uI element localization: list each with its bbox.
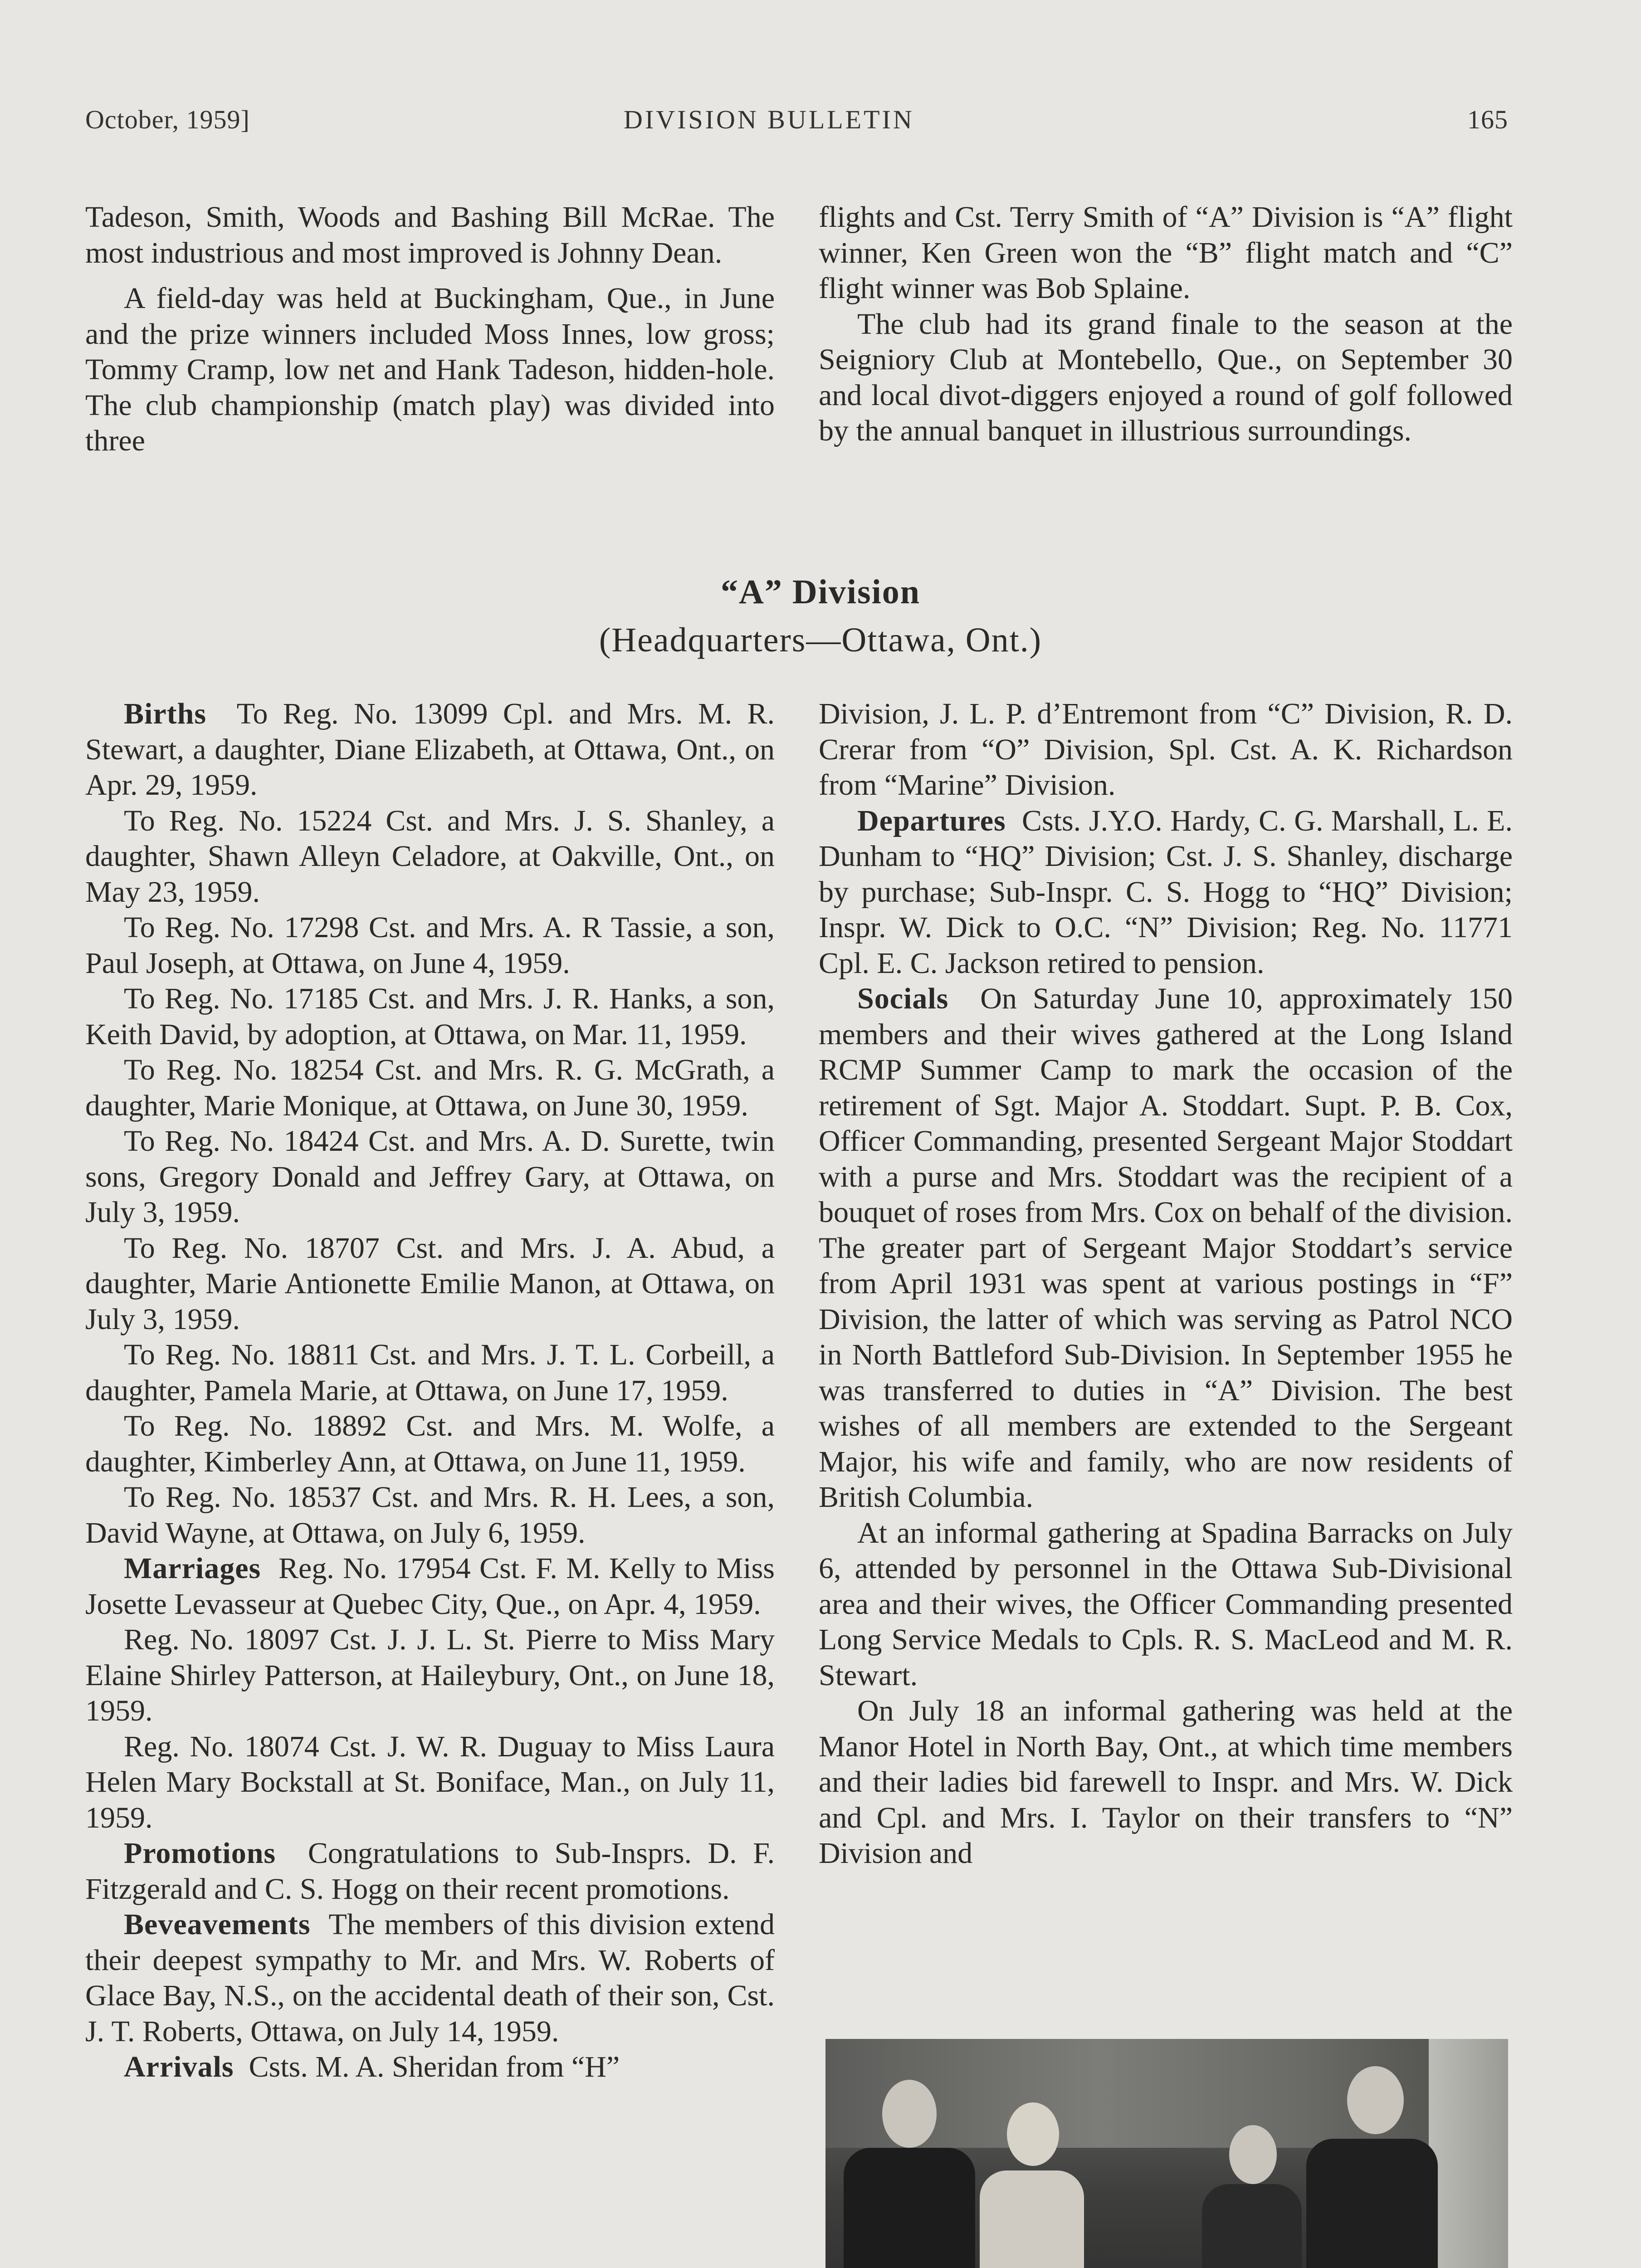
page-number: 165 <box>1467 105 1508 134</box>
arrivals-continued: Division, J. L. P. d’Entremont from “C” Division, R. D. Crerar from “O” Division, Spl. Cst. A. K. Richardson from “Marine” Division. <box>819 697 1513 802</box>
paragraph: On July 18 an informal gathering was held at the Manor Hotel in North Bay, Ont., at which time members and their ladies bid farewell to Inspr. and Mrs. W. Dick and Cpl. and Mrs. I. Taylor on their transfers to “N” Division and <box>819 1694 1513 1870</box>
birth-entry: To Reg. No. 18707 Cst. and Mrs. J. A. Abud, a daughter, Marie Antionette Emilie Manon, at Ottawa, on July 3, 1959. <box>85 1231 775 1336</box>
person-body <box>980 2170 1084 2268</box>
left-column <box>85 696 775 2085</box>
group-photo <box>825 2039 1508 2268</box>
header-date: October, 1959] <box>85 105 250 134</box>
arrivals-heading: Arrivals <box>124 2050 234 2083</box>
bereavements-heading: Beveavements <box>124 1908 311 1941</box>
paragraph: flights and Cst. Terry Smith of “A” Division is “A” flight winner, Ken Green won the “B” flight match and “C” flight winner was Bob Splaine. <box>819 200 1513 305</box>
birth-entry: To Reg. No. 17298 Cst. and Mrs. A. R Tassie, a son, Paul Joseph, at Ottawa, on June 4, 1959. <box>85 911 775 980</box>
paragraph: At an informal gathering at Spadina Barracks on July 6, attended by personnel in the Ottawa Sub-Divisional area and their wives, the Officer Commanding presented Long Service Medals to Cpls. R. S. MacLeod and M. R. Stewart. <box>819 1516 1513 1692</box>
person-head <box>882 2080 937 2148</box>
birth-entry: To Reg. No. 18892 Cst. and Mrs. M. Wolfe, a daughter, Kimberley Ann, at Ottawa, on June 11, 1959. <box>85 1409 775 1478</box>
socials-text: On Saturday June 10, approximately 150 members and their wives gathered at the Long Island RCMP Summer Camp to mark the occasion of the retirement of Sgt. Major A. Stoddart. Supt. P. B. Cox, Officer Commanding, presented Sergeant Major Stoddart with a purse and Mrs. Stoddart was the recipient of a bouquet of roses from Mrs. Cox on behalf of the division. The greater part of Sergeant Major Stoddart’s service from April 1931 was spent at various postings in “F” Division, the latter of which was serving as Patrol NCO in North Battleford Sub-Division. In September 1955 he was transferred to duties in “A” Division. The best wishes of all members are extended to the Sergeant Major, his wife and family, who are now residents of British Columbia. <box>819 982 1513 1514</box>
photo-door <box>1429 2039 1508 2268</box>
person-body <box>1306 2139 1438 2268</box>
marriage-entry: Reg. No. 17954 Cst. F. M. Kelly to Miss Josette Levasseur at Quebec City, Que., on Apr. 4, 1959. <box>85 1552 775 1621</box>
person-sgt-major <box>844 2071 975 2268</box>
section-title: “A” Division <box>721 573 920 611</box>
births-heading: Births <box>124 697 207 730</box>
birth-entry: To Reg. No. 17185 Cst. and Mrs. J. R. Hanks, a son, Keith David, by adoption, at Ottawa, on Mar. 11, 1959. <box>85 982 775 1051</box>
paragraph: The club had its grand finale to the season at the Seigniory Club at Montebello, Que., on September 30 and local divot-diggers enjoyed a round of golf followed by the annual banquet in illustrious surroundings. <box>819 307 1513 447</box>
person-mrs-stoddart <box>975 2089 1089 2268</box>
person-mrs-cox <box>1197 2125 1306 2268</box>
birth-entry: To Reg. No. 18424 Cst. and Mrs. A. D. Surette, twin sons, Gregory Donald and Jeffrey Gary, at Ottawa, on July 3, 1959. <box>85 1124 775 1229</box>
marriages-heading: Marriages <box>124 1552 261 1585</box>
marriage-entry: Reg. No. 18074 Cst. J. W. R. Duguay to Miss Laura Helen Mary Bockstall at St. Boniface, Man., on July 11, 1959. <box>85 1730 775 1834</box>
person-head <box>1229 2125 1277 2184</box>
continued-right-column <box>819 200 1513 449</box>
continued-left-column <box>85 200 775 459</box>
bereavements-text: The members of this division extend their deepest sympathy to Mr. and Mrs. W. Roberts of Glace Bay, N.S., on the accidental death of their son, Cst. J. T. Roberts, Ottawa, on July 14, 1959. <box>85 1908 775 2048</box>
birth-entry: To Reg. No. 18537 Cst. and Mrs. R. H. Lees, a son, David Wayne, at Ottawa, on July 6, 1959. <box>85 1481 775 1549</box>
right-column <box>819 696 1513 1872</box>
departures-heading: Departures <box>857 804 1006 837</box>
promotions-text: Congratulations to Sub-Insprs. D. F. Fitzgerald and C. S. Hogg on their recent promotions. <box>85 1837 775 1906</box>
birth-entry: To Reg. No. 15224 Cst. and Mrs. J. S. Shanley, a daughter, Shawn Alleyn Celadore, at Oakville, Ont., on May 23, 1959. <box>85 804 775 909</box>
paragraph: Tadeson, Smith, Woods and Bashing Bill McRae. The most industrious and most improved is Johnny Dean. <box>85 200 775 269</box>
section-subtitle: (Headquarters—Ottawa, Ont.) <box>599 621 1042 659</box>
socials-heading: Socials <box>857 982 949 1015</box>
person-body <box>1202 2184 1302 2268</box>
birth-entry: To Reg. No. 13099 Cpl. and Mrs. M. R. Stewart, a daughter, Diane Elizabeth, at Ottawa, Ont., on Apr. 29, 1959. <box>85 697 775 802</box>
birth-entry: To Reg. No. 18254 Cst. and Mrs. R. G. McGrath, a daughter, Marie Monique, at Ottawa, on June 30, 1959. <box>85 1053 775 1122</box>
person-head <box>1007 2102 1059 2166</box>
person-head <box>1347 2066 1404 2134</box>
person-body <box>844 2148 975 2268</box>
promotions-heading: Promotions <box>124 1837 276 1870</box>
arrivals-text: Csts. M. A. Sheridan from “H” <box>249 2050 620 2083</box>
birth-entry: To Reg. No. 18811 Cst. and Mrs. J. T. L. Corbeill, a daughter, Pamela Marie, at Ottawa, on June 17, 1959. <box>85 1338 775 1407</box>
person-supt-cox <box>1306 2062 1438 2268</box>
paragraph: A field-day was held at Buckingham, Que., in June and the prize winners included Moss Innes, low gross; Tommy Cramp, low net and Hank Tadeson, hidden-hole. The club championship (match play) was divided into three <box>85 282 775 457</box>
marriage-entry: Reg. No. 18097 Cst. J. J. L. St. Pierre to Miss Mary Elaine Shirley Patterson, at Haileybury, Ont., on June 18, 1959. <box>85 1623 775 1727</box>
departures-text: Csts. J.Y.O. Hardy, C. G. Marshall, L. E. Dunham to “HQ” Division; Cst. J. S. Shanley, discharge by purchase; Sub-Inspr. C. S. Hogg to “HQ” Division; Inspr. W. Dick to O.C. “N” Division; Reg. No. 11771 Cpl. E. C. Jackson retired to pension. <box>819 804 1513 980</box>
header-title: DIVISION BULLETIN <box>624 105 914 134</box>
